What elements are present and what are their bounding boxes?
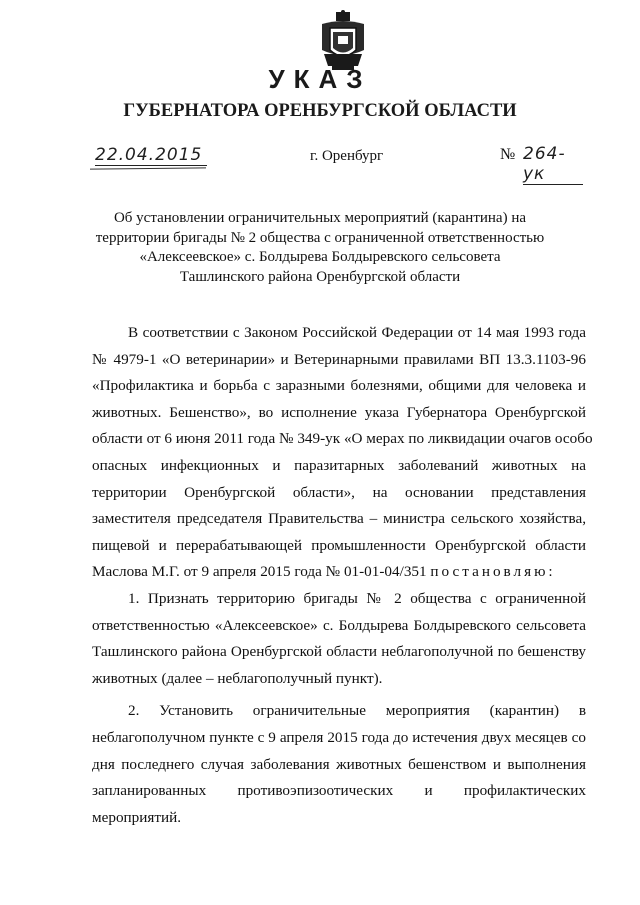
document-number-prefix: № xyxy=(500,146,516,163)
heading-line: Ташлинского района Оренбургской области xyxy=(179,268,461,285)
document-number: 264-ук xyxy=(523,144,583,185)
heading-line: территории бригады № 2 общества с ограниченной ответственностью xyxy=(95,229,545,246)
document-city: г. Оренбург xyxy=(310,148,384,164)
document-title: УКАЗ xyxy=(268,64,372,94)
date-underline xyxy=(90,167,206,169)
text-line: № 4979-1 «О ветеринарии» и Ветеринарными правилами ВП 13.3.1103-96 xyxy=(92,350,586,368)
text-line: «Профилактика и борьба с заразными болезнями, общими для человека и xyxy=(92,377,586,395)
text-line: 2. Установить ограничительные мероприятия (карантин) в xyxy=(128,702,586,720)
text-line: В соответствии с Законом Российской Федерации от 14 мая 1993 года xyxy=(128,324,586,341)
text-line: животных (далее – неблагополучный пункт). xyxy=(92,669,383,687)
preamble-last-text: Маслова М.Г. от 9 апреля 2015 года № 01-01-04/351 xyxy=(92,563,427,581)
coat-of-arms-icon xyxy=(318,10,368,72)
text-line: ответственностью «Алексеевское» с. Болдырева Болдыревского сельсовета xyxy=(92,616,586,634)
heading-line: Об установлении ограничительных мероприятий (карантина) на xyxy=(113,210,527,226)
text-line: территории Оренбургской области», на основании представления xyxy=(92,483,586,501)
text-line: запланированных противоэпизоотических и профилактических xyxy=(92,782,586,800)
document-body xyxy=(92,320,593,831)
text-line: 1. Признать территорию бригады № 2 общества с ограниченной xyxy=(128,589,586,607)
preamble-paragraph xyxy=(92,320,593,586)
item-1-paragraph xyxy=(92,586,586,692)
text-line: пищевой и перерабатывающей промышленности Оренбургской области xyxy=(92,536,586,554)
text-line: Ташлинского района Оренбургской области неблагополучной по бешенству xyxy=(92,643,586,661)
heading-line: «Алексеевское» с. Болдырева Болдыревского сельсовета xyxy=(139,249,501,265)
document-heading xyxy=(60,209,580,287)
document-subtitle: ГУБЕРНАТОРА ОРЕНБУРГСКОЙ ОБЛАСТИ xyxy=(123,101,517,121)
text-line: дня последнего случая заболевания животных бешенством и выполнения xyxy=(92,755,586,773)
document-date: 22.04.2015 xyxy=(95,145,207,166)
text-line: области от 6 июня 2011 года № 349-ук «О мерах по ликвидации очагов особо xyxy=(92,430,593,448)
text-line: животных. Бешенство», во исполнение указа Губернатора Оренбургской xyxy=(92,403,586,421)
text-line: мероприятий. xyxy=(92,808,182,826)
text-line: заместителя председателя Правительства – министра сельского хозяйства, xyxy=(92,510,586,528)
resolution-keyword: постановляю: xyxy=(430,563,556,581)
text-line: опасных инфекционных и паразитарных заболеваний животных на xyxy=(92,456,586,474)
item-2-paragraph xyxy=(92,698,586,831)
text-line: неблагополучном пункте с 9 апреля 2015 года до истечения двух месяцев со xyxy=(92,728,586,746)
text-line xyxy=(92,559,586,586)
